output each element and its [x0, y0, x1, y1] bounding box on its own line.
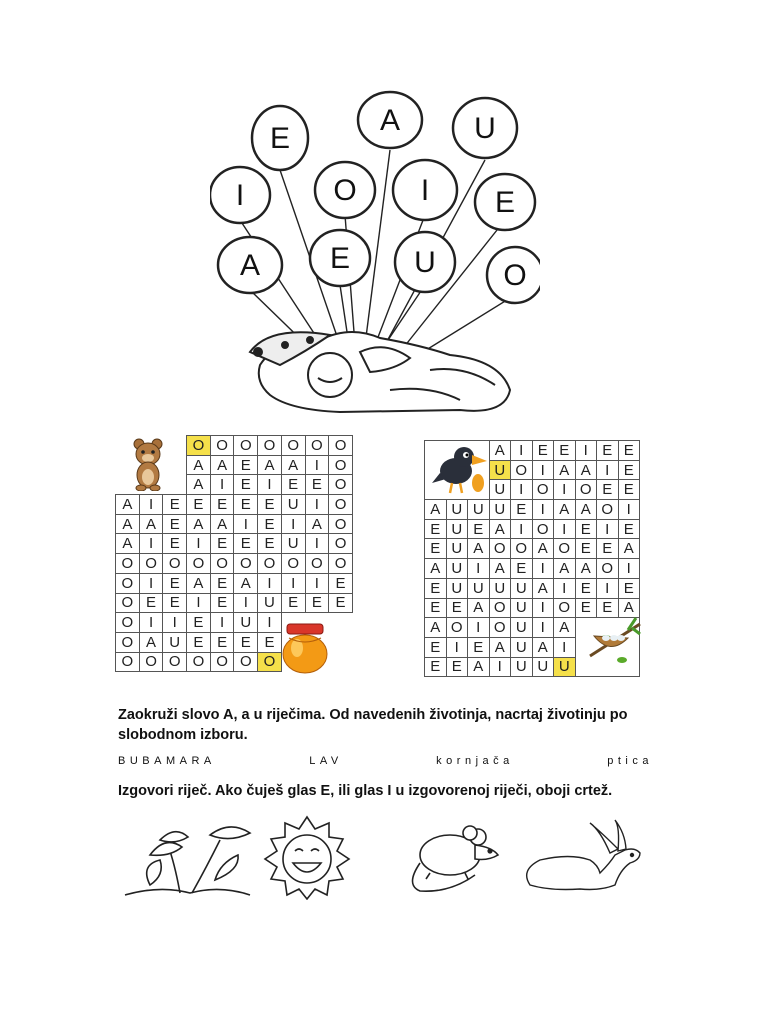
grid-cell: O — [187, 436, 211, 456]
grid-cell: O — [597, 500, 619, 520]
grid-cell: I — [139, 495, 163, 515]
grid-cell: O — [532, 480, 554, 500]
grid-cell: I — [597, 578, 619, 598]
grid-cell: O — [258, 652, 282, 672]
balloon-letter: A — [239, 249, 261, 282]
grid-cell: O — [305, 554, 329, 574]
grid-cell: I — [532, 460, 554, 480]
balloon — [252, 106, 308, 170]
grid-cell: E — [234, 455, 258, 475]
grid-cell: A — [116, 514, 140, 534]
grid-cell: O — [329, 455, 353, 475]
grid-cell: I — [511, 441, 533, 461]
animal-word-list — [118, 755, 653, 767]
grid-cell: A — [489, 559, 511, 579]
grid-cell: I — [511, 519, 533, 539]
grid-cell — [163, 475, 187, 495]
grid-row — [116, 495, 353, 515]
grid-row — [116, 554, 353, 574]
grid-cell: O — [575, 480, 597, 500]
grid-cell: E — [163, 593, 187, 613]
grid-cell: O — [139, 554, 163, 574]
instruction-color-drawing: Izgovori riječ. Ako čuješ glas E, ili glas I u izgovorenoj riječi, oboji crtež. — [118, 783, 613, 799]
grid-cell: O — [446, 618, 468, 638]
balloon-letter: A — [379, 104, 401, 137]
grid-row — [425, 578, 640, 598]
grid-cell: I — [258, 613, 282, 633]
grid-cell: E — [187, 613, 211, 633]
grid-cell: E — [446, 598, 468, 618]
grid-cell: U — [489, 578, 511, 598]
grid-cell: E — [597, 480, 619, 500]
sun-icon — [265, 817, 349, 899]
grid-cell: E — [554, 441, 576, 461]
grid-cell: E — [618, 578, 640, 598]
balloon-letter: O — [333, 174, 357, 207]
grid-cell: O — [329, 514, 353, 534]
grid-cell: U — [446, 539, 468, 559]
grid-cell: O — [187, 554, 211, 574]
grid-cell: I — [554, 480, 576, 500]
grid-cell: U — [446, 578, 468, 598]
grid-cell: I — [618, 559, 640, 579]
grid-cell: I — [305, 495, 329, 515]
grid-cell: E — [258, 514, 282, 534]
grid-cell: E — [425, 539, 447, 559]
grid-cell: O — [258, 436, 282, 456]
grid-cell: I — [163, 613, 187, 633]
grid-cell: I — [139, 534, 163, 554]
grid-cell: I — [554, 519, 576, 539]
grid-cell: E — [210, 495, 234, 515]
grid-cell: E — [446, 657, 468, 677]
grid-cell: O — [187, 652, 211, 672]
balloon — [210, 167, 270, 223]
grid-cell: U — [511, 598, 533, 618]
grid-cell: I — [187, 593, 211, 613]
balloon — [487, 247, 540, 303]
grid-cell: E — [575, 598, 597, 618]
grid-row — [425, 598, 640, 618]
grid-cell: O — [554, 598, 576, 618]
grid-row — [116, 514, 353, 534]
grid-cell: E — [210, 573, 234, 593]
grid-cell: O — [489, 618, 511, 638]
grid-cell: E — [258, 534, 282, 554]
grid-cell — [329, 613, 353, 633]
grid-cell: A — [468, 598, 490, 618]
balloon-letter: U — [414, 246, 436, 279]
grid-row — [116, 593, 353, 613]
grid-cell: U — [489, 500, 511, 520]
grid-cell: E — [187, 632, 211, 652]
grid-cell: U — [511, 618, 533, 638]
balloon — [218, 237, 282, 293]
grid-cell: E — [305, 593, 329, 613]
grid-cell: A — [575, 460, 597, 480]
grid-row — [425, 539, 640, 559]
grid-cell: E — [139, 593, 163, 613]
grid-cell: A — [468, 657, 490, 677]
grid-cell: A — [258, 455, 282, 475]
grid-cell: E — [618, 480, 640, 500]
grid-cell: U — [511, 578, 533, 598]
grid-cell: O — [329, 554, 353, 574]
grid-cell: I — [258, 573, 282, 593]
grid-cell: O — [532, 519, 554, 539]
grid-cell: E — [258, 632, 282, 652]
grid-cell: I — [597, 460, 619, 480]
grid-cell: E — [575, 519, 597, 539]
word-bubamara: BUBAMARA — [118, 755, 216, 767]
grid-cell: E — [281, 475, 305, 495]
grid-cell: O — [305, 436, 329, 456]
grid-cell: I — [139, 573, 163, 593]
grid-cell: A — [425, 559, 447, 579]
grid-cell: I — [554, 578, 576, 598]
grid-cell: E — [511, 559, 533, 579]
grid-cell: A — [187, 514, 211, 534]
grid-cell: U — [258, 593, 282, 613]
grid-cell: I — [281, 514, 305, 534]
grid-cell — [163, 436, 187, 456]
grid-cell: O — [116, 652, 140, 672]
balloon-letter: E — [494, 186, 516, 219]
grid-cell: I — [468, 559, 490, 579]
grid-cell: I — [532, 500, 554, 520]
grid-cell: O — [234, 436, 258, 456]
grid-cell: A — [575, 559, 597, 579]
grid-cell: A — [554, 618, 576, 638]
grid-cell: O — [234, 652, 258, 672]
grid-cell: I — [305, 455, 329, 475]
grid-cell: I — [554, 637, 576, 657]
grid-row — [116, 534, 353, 554]
grid-cell: U — [489, 480, 511, 500]
grid-cell: I — [446, 637, 468, 657]
grid-cell: O — [163, 554, 187, 574]
grid-cell: A — [139, 514, 163, 534]
grid-cell: I — [618, 500, 640, 520]
grid-cell: I — [305, 534, 329, 554]
grid-cell: O — [258, 554, 282, 574]
grid-cell: A — [554, 500, 576, 520]
honey-jar-icon — [279, 622, 331, 674]
balloon-letter: I — [420, 174, 430, 207]
grid-cell: E — [468, 637, 490, 657]
grid-cell: A — [210, 514, 234, 534]
grid-cell: E — [618, 460, 640, 480]
grid-cell: I — [281, 573, 305, 593]
grid-cell: A — [305, 514, 329, 534]
grid-row — [116, 573, 353, 593]
balloon-letter: E — [329, 242, 351, 275]
grid-cell: O — [210, 436, 234, 456]
grid-cell: E — [618, 519, 640, 539]
grid-cell: E — [597, 539, 619, 559]
grid-cell: A — [618, 598, 640, 618]
grid-cell: O — [489, 598, 511, 618]
mouse-icon — [413, 826, 499, 891]
grid-cell: E — [163, 514, 187, 534]
grid-cell: A — [554, 559, 576, 579]
grid-cell: E — [575, 539, 597, 559]
grid-cell: A — [139, 632, 163, 652]
grid-cell: A — [468, 539, 490, 559]
crow-icon — [432, 443, 488, 495]
grid-cell: O — [210, 652, 234, 672]
grid-cell: A — [532, 578, 554, 598]
grid-cell: E — [281, 593, 305, 613]
grid-cell: U — [468, 500, 490, 520]
grid-cell: A — [489, 441, 511, 461]
grid-cell: A — [234, 573, 258, 593]
grid-row — [425, 559, 640, 579]
word-kornjaca: kornjača — [436, 755, 514, 767]
grid-cell: E — [425, 598, 447, 618]
grid-cell: A — [532, 637, 554, 657]
word-ptica: ptica — [607, 755, 653, 767]
grid-cell: A — [489, 637, 511, 657]
grid-cell: U — [281, 534, 305, 554]
grid-cell: I — [489, 657, 511, 677]
grid-cell: U — [511, 637, 533, 657]
grid-cell: E — [532, 441, 554, 461]
grid-cell: E — [258, 495, 282, 515]
grid-row — [425, 500, 640, 520]
grid-cell: I — [305, 573, 329, 593]
grid-cell: U — [554, 657, 576, 677]
grid-cell: E — [597, 441, 619, 461]
grid-cell — [329, 632, 353, 652]
grid-cell: E — [425, 519, 447, 539]
grid-cell: U — [163, 632, 187, 652]
grid-cell: O — [116, 632, 140, 652]
balloon — [393, 160, 457, 220]
grid-cell: E — [234, 534, 258, 554]
rabbit-icon — [527, 820, 640, 890]
balloon-letter: O — [503, 259, 527, 292]
grid-cell: A — [210, 455, 234, 475]
grid-cell: O — [329, 495, 353, 515]
grid-cell: A — [116, 534, 140, 554]
grid-cell: E — [234, 495, 258, 515]
grid-cell: O — [329, 436, 353, 456]
grid-cell: O — [329, 534, 353, 554]
grid-cell: E — [329, 593, 353, 613]
instruction-circle-letter: Zaokruži slovo A, a u riječima. Od navedenih životinja, nacrtaj životinju po slobodnom izboru. — [118, 707, 628, 743]
grid-cell: A — [425, 500, 447, 520]
grid-cell: O — [281, 436, 305, 456]
grid-cell: I — [187, 534, 211, 554]
grid-cell: O — [597, 559, 619, 579]
grid-cell: O — [554, 539, 576, 559]
grid-cell: A — [489, 519, 511, 539]
grid-cell: E — [305, 475, 329, 495]
grid-cell: A — [187, 455, 211, 475]
grid-cell: E — [425, 637, 447, 657]
balloon — [475, 174, 535, 230]
grid-cell: A — [281, 455, 305, 475]
grid-cell: E — [575, 578, 597, 598]
grid-cell: E — [163, 495, 187, 515]
balloon — [395, 232, 455, 292]
coloring-pictures — [120, 815, 650, 900]
grid-cell: O — [139, 652, 163, 672]
grid-cell: I — [532, 559, 554, 579]
grid-cell: O — [116, 554, 140, 574]
grid-cell: A — [618, 539, 640, 559]
grid-cell: A — [425, 618, 447, 638]
grid-cell: I — [597, 519, 619, 539]
grid-cell: O — [163, 652, 187, 672]
grid-row — [425, 519, 640, 539]
grid-cell: E — [425, 657, 447, 677]
grid-cell: O — [511, 539, 533, 559]
balloon — [315, 162, 375, 218]
grid-cell: A — [187, 475, 211, 495]
grid-cell: E — [329, 573, 353, 593]
grid-cell: U — [468, 578, 490, 598]
grid-cell: U — [446, 500, 468, 520]
grid-cell: U — [446, 559, 468, 579]
grid-cell: E — [425, 578, 447, 598]
grid-cell: E — [618, 441, 640, 461]
grid-cell: U — [532, 657, 554, 677]
grid-cell: E — [163, 534, 187, 554]
grid-cell: I — [511, 480, 533, 500]
grid-cell: E — [187, 495, 211, 515]
grid-cell: E — [597, 598, 619, 618]
balloon — [310, 230, 370, 286]
balloon — [358, 92, 422, 148]
grid-cell: E — [234, 475, 258, 495]
grid-cell: A — [554, 460, 576, 480]
grid-cell: U — [489, 460, 511, 480]
grid-cell: A — [187, 573, 211, 593]
grid-cell: E — [210, 632, 234, 652]
grid-cell: O — [511, 460, 533, 480]
balloon-letter: U — [474, 112, 496, 145]
balloon — [453, 98, 517, 158]
grid-cell: E — [511, 500, 533, 520]
grid-cell: I — [468, 618, 490, 638]
grid-cell: I — [258, 475, 282, 495]
grid-cell: U — [281, 495, 305, 515]
grid-cell: I — [234, 514, 258, 534]
grid-cell: E — [210, 534, 234, 554]
grid-cell: O — [116, 573, 140, 593]
bear-icon — [131, 437, 165, 491]
grid-cell: I — [210, 475, 234, 495]
grid-cell: U — [446, 519, 468, 539]
grid-cell — [329, 652, 353, 672]
grid-cell — [163, 455, 187, 475]
flower-icon — [125, 827, 250, 895]
grid-cell: I — [210, 613, 234, 633]
grid-cell: U — [234, 613, 258, 633]
grid-cell: A — [116, 495, 140, 515]
bird-nest-icon — [588, 616, 642, 666]
grid-cell: A — [575, 500, 597, 520]
grid-cell: A — [532, 539, 554, 559]
grid-cell: O — [116, 613, 140, 633]
balloons-clown-illustration — [210, 90, 540, 420]
balloon-letter: I — [235, 179, 245, 212]
grid-cell: O — [329, 475, 353, 495]
grid-cell: E — [468, 519, 490, 539]
grid-cell: I — [139, 613, 163, 633]
grid-cell: O — [116, 593, 140, 613]
word-lav: LAV — [309, 755, 343, 767]
grid-cell: E — [163, 573, 187, 593]
balloon-letter: E — [269, 122, 291, 155]
grid-cell: I — [575, 441, 597, 461]
grid-cell: O — [489, 539, 511, 559]
grid-cell: O — [281, 554, 305, 574]
grid-cell: O — [234, 554, 258, 574]
grid-cell: I — [532, 618, 554, 638]
grid-cell: U — [511, 657, 533, 677]
grid-cell: E — [210, 593, 234, 613]
grid-cell: I — [234, 593, 258, 613]
grid-cell: I — [532, 598, 554, 618]
grid-cell: O — [210, 554, 234, 574]
grid-cell: E — [234, 632, 258, 652]
